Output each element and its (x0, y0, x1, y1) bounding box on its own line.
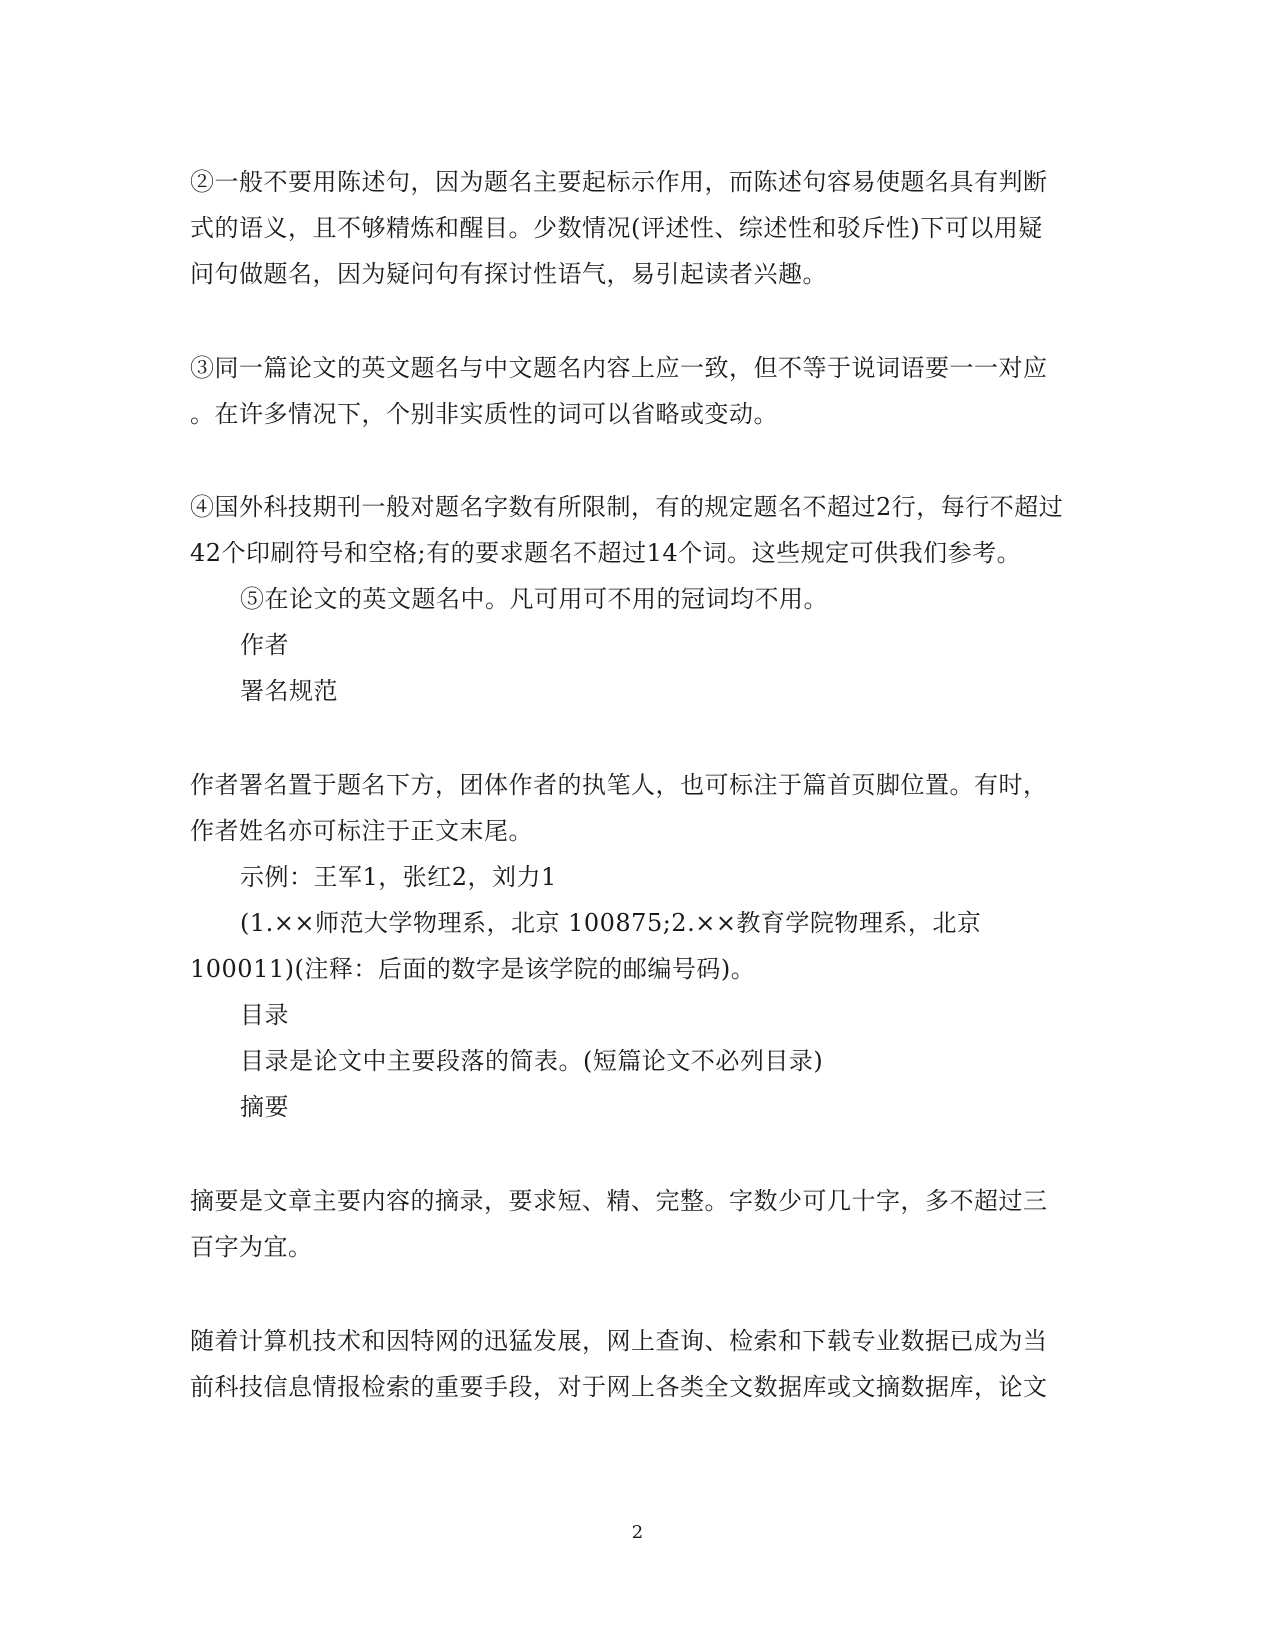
heading-abstract: 摘要 (240, 1093, 289, 1121)
paragraph-author-placement-line-1: 作者署名置于题名下方，团体作者的执笔人，也可标注于篇首页脚位置。有时， (190, 771, 1048, 799)
heading-signature-rules: 署名规范 (240, 677, 338, 705)
paragraph-title-rule-5: ⑤在论文的英文题名中。凡可用可不用的冠词均不用。 (240, 585, 828, 613)
page-number: 2 (631, 1522, 644, 1543)
paragraph-author-placement-line-2: 作者姓名亦可标注于正文末尾。 (190, 817, 533, 845)
heading-table-of-contents: 目录 (240, 1001, 289, 1029)
paragraph-title-rule-3-line-2: 。在许多情况下，个别非实质性的词可以省略或变动。 (190, 400, 778, 428)
example-authors: 示例：王军1，张红2，刘力1 (240, 863, 557, 891)
example-affiliation-line-1: (1.××师范大学物理系，北京 100875;2.××教育学院物理系，北京 (240, 909, 982, 937)
paragraph-internet-line-1: 随着计算机技术和因特网的迅猛发展，网上查询、检索和下载专业数据已成为当 (190, 1327, 1048, 1355)
paragraph-title-rule-4-line-2: 42个印刷符号和空格;有的要求题名不超过14个词。这些规定可供我们参考。 (190, 539, 1022, 567)
example-affiliation-line-2: 100011)(注释：后面的数字是该学院的邮编号码)。 (190, 955, 756, 983)
paragraph-title-rule-2-line-1: ②一般不要用陈述句，因为题名主要起标示作用，而陈述句容易使题名具有判断 (190, 168, 1048, 196)
paragraph-toc-description: 目录是论文中主要段落的简表。(短篇论文不必列目录) (240, 1047, 824, 1075)
heading-author: 作者 (240, 631, 289, 659)
paragraph-title-rule-4-line-1: ④国外科技期刊一般对题名字数有所限制，有的规定题名不超过2行，每行不超过 (190, 493, 1064, 521)
paragraph-internet-line-2: 前科技信息情报检索的重要手段，对于网上各类全文数据库或文摘数据库，论文 (190, 1373, 1048, 1401)
paragraph-abstract-line-2: 百字为宜。 (190, 1233, 313, 1261)
paragraph-title-rule-2-line-2: 式的语义，且不够精炼和醒目。少数情况(评述性、综述性和驳斥性)下可以用疑 (190, 214, 1043, 242)
paragraph-abstract-line-1: 摘要是文章主要内容的摘录，要求短、精、完整。字数少可几十字，多不超过三 (190, 1187, 1048, 1215)
paragraph-title-rule-3-line-1: ③同一篇论文的英文题名与中文题名内容上应一致，但不等于说词语要一一对应 (190, 354, 1048, 382)
paragraph-title-rule-2-line-3: 问句做题名，因为疑问句有探讨性语气，易引起读者兴趣。 (190, 260, 827, 288)
